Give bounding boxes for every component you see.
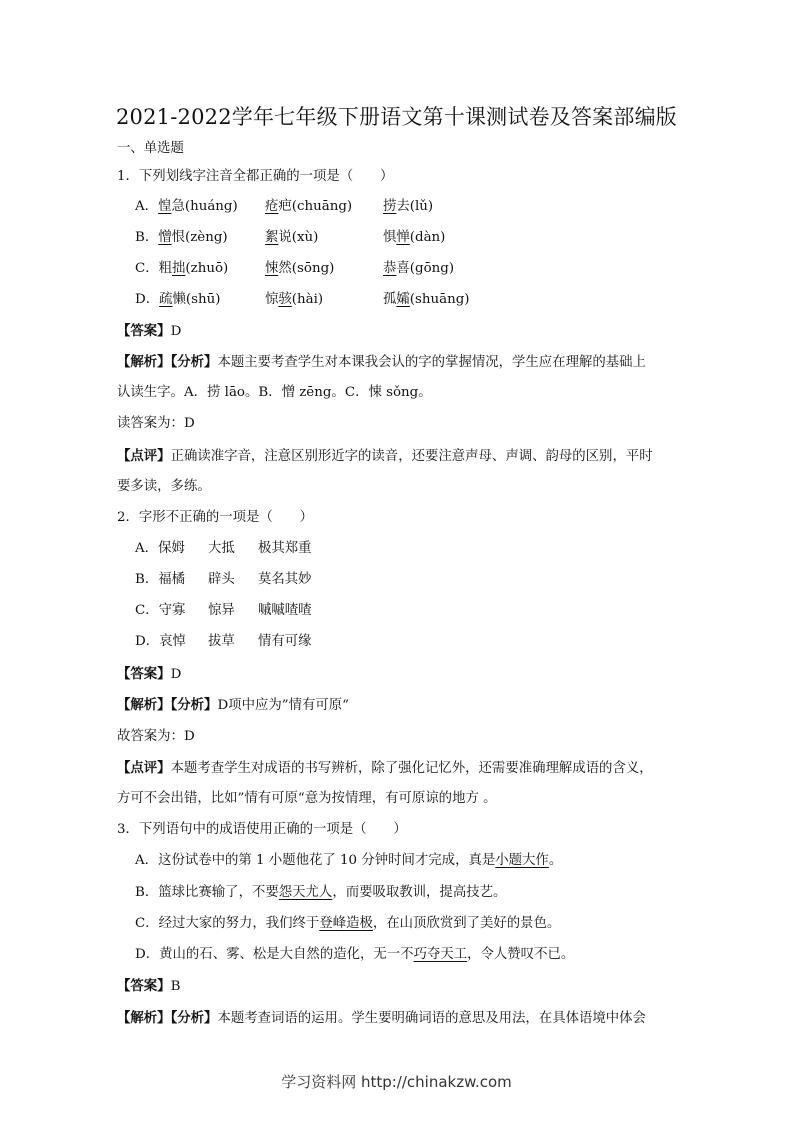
option-label: B．: [135, 885, 159, 900]
q2-option-a-w2: 大抵: [208, 541, 235, 556]
q3-option-d: [135, 945, 574, 965]
q1-option-b-col2: [265, 228, 318, 248]
plain-char: 孤: [383, 292, 397, 307]
q1-analysis: [117, 352, 646, 373]
pinyin-item: 去(lǔ): [396, 199, 434, 214]
underlined-char: 悚: [265, 261, 279, 276]
q3-analysis: [117, 1008, 646, 1029]
pinyin-item: 然(sōng): [278, 261, 335, 276]
plain-char: 惧: [383, 230, 397, 245]
q2-stem: 2．字形不正确的一项是（ ）: [117, 510, 313, 525]
q1-option-d: [135, 290, 221, 310]
q2-option-a: [135, 539, 185, 559]
q3-answer: [117, 976, 180, 997]
option-label: B．: [135, 572, 159, 587]
q1-option-c: C．粗拙(zhuō): [135, 261, 229, 276]
q1-option-d-col2: 惊骇(hài): [265, 292, 324, 307]
underlined-char: 恭: [383, 261, 397, 276]
underlined-idiom: 登峰造极: [319, 916, 373, 931]
sentence-text: 经过大家的努力，我们终于: [158, 916, 320, 931]
q2-option-d-w2: 拔草: [208, 634, 235, 649]
option-label: A．: [135, 199, 159, 214]
underlined-char: 惶: [158, 199, 172, 214]
sentence-text: 这份试卷中的第 1 小题他花了 10 分钟时间才完成，真是: [158, 853, 496, 868]
comment-tag: 【点评】: [117, 448, 171, 464]
q2-option-c: [135, 601, 185, 621]
option-label: D．: [135, 292, 160, 307]
answer-tag: 【答案】: [117, 666, 171, 682]
answer-value: D: [170, 667, 182, 682]
q2-option-c-w3: 嘁嘁喳喳: [258, 603, 312, 618]
pinyin-item: 疤(chuāng): [278, 199, 353, 214]
option-label: C．: [135, 603, 159, 618]
pinyin-item: 急(huáng): [171, 199, 238, 214]
option-label: C．: [135, 261, 159, 276]
answer-value: B: [170, 979, 181, 994]
q1-option-a-col2: [265, 197, 352, 217]
analysis-text: 本题考查词语的运用。学生要明确词语的意思及用法，在具体语境中体会: [217, 1011, 646, 1026]
option-label: A．: [135, 541, 159, 556]
pinyin-item: 喜(gōng): [396, 261, 455, 276]
answer-tag: 【答案】: [117, 978, 171, 994]
answer-tag: 【答案】: [117, 323, 171, 339]
q3-stem: 3．下列语句中的成语使用正确的一项是（ ）: [117, 822, 407, 837]
q2-comment-cont: 方可不会出错，比如”情有可原“意为按情理，有可原谅的地方 。: [117, 791, 497, 806]
plain-char: 惊: [265, 292, 279, 307]
option-label: D．: [135, 634, 160, 649]
q3-option-a: [135, 851, 562, 871]
q2-option-b-w2: 辟头: [208, 572, 235, 587]
option-label: D．: [135, 947, 160, 962]
q2-option-d: [135, 632, 186, 652]
q1-option-c-col3: [383, 259, 454, 279]
analysis-text: 本题主要考查学生对本课我会认的字的掌握情况，学生应在理解的基础上: [217, 355, 646, 370]
answer-value: D: [170, 324, 182, 339]
word-1: 保姆: [158, 541, 185, 556]
q1-conclusion: 读答案为：D: [117, 416, 195, 431]
word-1: 哀悼: [159, 634, 186, 649]
section-heading: 一、单选题: [117, 141, 184, 156]
pinyin-item: 懒(shū): [172, 292, 221, 307]
q2-option-b-w3: 莫名其妙: [258, 572, 312, 587]
sentence-text: ，令人赞叹不已。: [467, 947, 575, 962]
q2-comment: [117, 758, 653, 779]
comment-text: 正确读准字音，注意区别形近字的读音，还要注意声母、声调、韵母的区别，平时: [170, 449, 653, 464]
q1-option-b-col3: 惧惮(dàn): [383, 230, 446, 245]
q3-option-b: [135, 883, 506, 903]
comment-text: 本题考查学生对成语的书写辨析，除了强化记忆外，还需要准确理解成语的含义，: [170, 761, 653, 776]
q2-analysis: [117, 695, 349, 716]
q2-option-c-w2: 惊异: [208, 603, 235, 618]
option-label: C．: [135, 916, 159, 931]
q2-option-d-w3: 情有可缘: [258, 634, 312, 649]
underlined-char: 惮: [396, 230, 410, 245]
q2-conclusion: 故答案为：D: [117, 729, 195, 744]
underlined-char: 疏: [159, 292, 173, 307]
sentence-text: 黄山的石、雾、松是大自然的造化，无一不: [159, 947, 414, 962]
q1-option-d-col3: 孤孀(shuāng): [383, 292, 470, 307]
q1-stem: 1．下列划线字注音全都正确的一项是（ ）: [117, 169, 394, 184]
sentence-text: 。: [548, 853, 563, 868]
analysis-tag: 【解析】【分析】: [117, 697, 218, 713]
q1-option-c-col2: [265, 259, 334, 279]
sentence-text: ，在山顶欣赏到了美好的景色。: [372, 916, 561, 931]
comment-tag: 【点评】: [117, 760, 171, 776]
page-title: 2021-2022学年七年级下册语文第十课测试卷及答案部编版: [116, 105, 677, 129]
footer-watermark: 学习资料网 http://chinakzw.com: [281, 1073, 512, 1091]
analysis-tag: 【解析】【分析】: [117, 354, 218, 370]
underlined-idiom: 怨天尤人: [278, 885, 333, 900]
underlined-char: 捞: [383, 199, 397, 214]
sentence-text: ，而要吸取教训，提高技艺。: [332, 885, 507, 900]
q1-option-a-col3: [383, 197, 433, 217]
option-label: B．: [135, 230, 159, 245]
analysis-tag: 【解析】【分析】: [117, 1010, 218, 1026]
plain-char: 粗: [158, 261, 173, 276]
underlined-char: 疮: [265, 199, 279, 214]
q1-comment: [117, 446, 653, 467]
analysis-text: D项中应为”情有可原“: [217, 698, 349, 713]
pinyin-item: 恨(zèng): [171, 230, 228, 245]
q3-option-c: [135, 914, 560, 934]
underlined-char: 絮: [265, 230, 279, 245]
underlined-idiom: 巧夺天工: [413, 947, 468, 962]
q2-answer: [117, 664, 181, 685]
q1-option-a: [135, 197, 238, 217]
q1-option-b: [135, 228, 228, 248]
option-label: A．: [135, 853, 159, 868]
q2-option-b: [135, 570, 185, 590]
q1-comment-cont: 要多读，多练。: [117, 479, 211, 494]
word-1: 守寡: [158, 603, 186, 618]
q1-answer: [117, 321, 181, 342]
underlined-idiom: 小题大作: [495, 853, 549, 868]
q2-option-a-w3: 极其郑重: [258, 541, 312, 556]
sentence-text: 篮球比赛输了，不要: [158, 885, 279, 900]
pinyin-item: 说(xù): [278, 230, 319, 245]
q1-analysis-cont: 认读生字。A．捞 lāo。B．憎 zēng。C．悚 sǒng。: [117, 385, 432, 400]
word-1: 福橘: [158, 572, 186, 587]
underlined-char: 憎: [158, 230, 172, 245]
